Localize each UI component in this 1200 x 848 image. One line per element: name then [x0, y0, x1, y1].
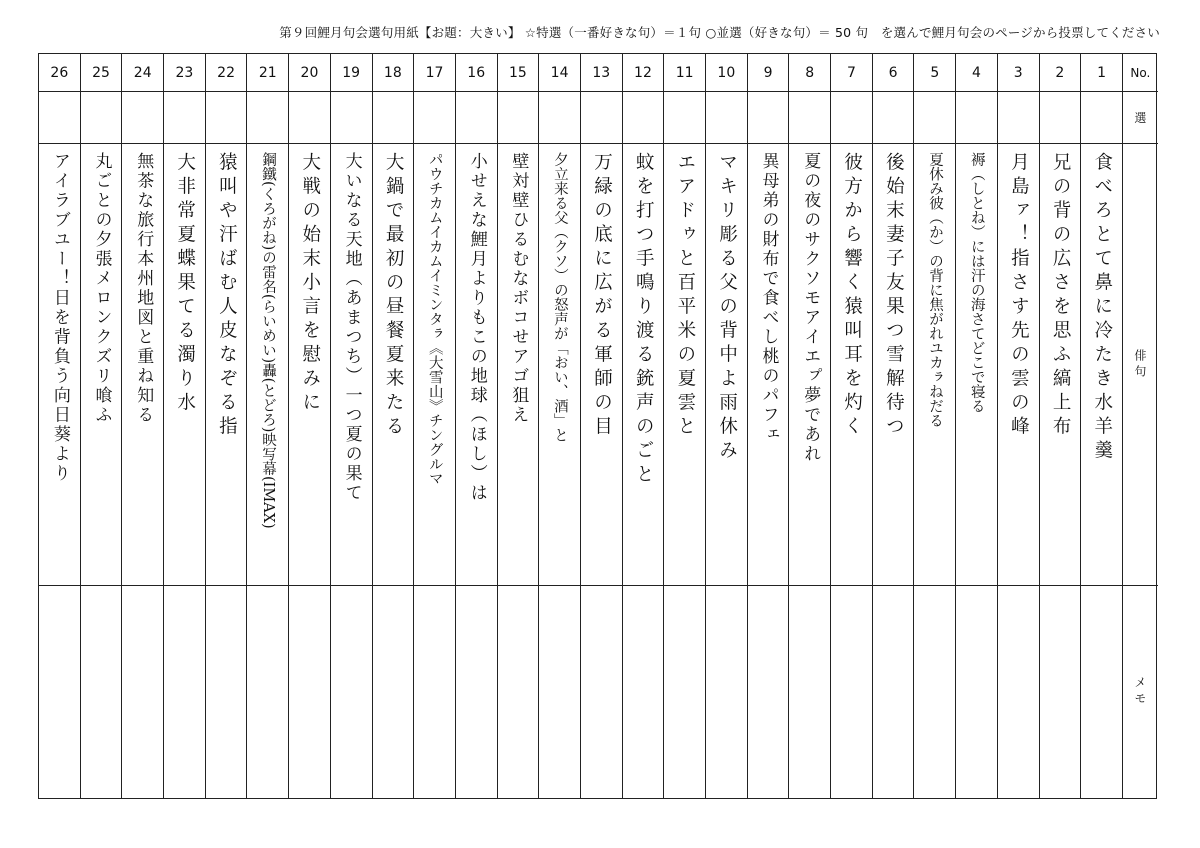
memo-cell[interactable] [39, 586, 80, 798]
haiku-number: 14 [539, 54, 580, 92]
haiku-number: 24 [122, 54, 163, 92]
memo-cell[interactable] [623, 586, 664, 798]
selection-cell[interactable] [164, 92, 205, 144]
haiku-column-15 [498, 54, 540, 798]
no-label: No. [1123, 54, 1158, 92]
haiku-number: 6 [873, 54, 914, 92]
haiku-column-20 [289, 54, 331, 798]
haiku-number: 16 [456, 54, 497, 92]
selection-cell[interactable] [122, 92, 163, 144]
haiku-text: 月島ァ！指さす先の雲の峰 [1008, 152, 1030, 440]
haiku-column-25 [81, 54, 123, 798]
haiku-text: 夏の夜のサクソモアイエㇷ゚夢であれ [800, 152, 821, 464]
selection-cell[interactable] [623, 92, 664, 144]
memo-cell[interactable] [1040, 586, 1081, 798]
haiku-text: 兄の背の広さを思ふ縞上布 [1050, 152, 1072, 440]
haiku-text: 大戦の始末小言を慰みに [299, 152, 321, 416]
haiku-column-16 [456, 54, 498, 798]
memo-cell[interactable] [81, 586, 122, 798]
haiku-number: 19 [331, 54, 372, 92]
haiku-text: 壁対壁ひるむなボコせアゴ狙え [508, 152, 529, 425]
memo-cell[interactable] [998, 586, 1039, 798]
selection-cell[interactable] [831, 92, 872, 144]
memo-cell[interactable] [706, 586, 747, 798]
selection-cell[interactable] [414, 92, 455, 144]
haiku-column-10 [706, 54, 748, 798]
memo-cell[interactable] [956, 586, 997, 798]
memo-cell[interactable] [789, 586, 830, 798]
selection-cell[interactable] [331, 92, 372, 144]
memo-cell[interactable] [748, 586, 789, 798]
haiku-text: 大いなる天地（あまつち）一つ夏の果て [341, 152, 362, 503]
haiku-number: 18 [373, 54, 414, 92]
haiku-column-4 [956, 54, 998, 798]
selection-cell[interactable] [289, 92, 330, 144]
haiku-column-6 [873, 54, 915, 798]
haiku-column-18 [373, 54, 415, 798]
haiku-number: 2 [1040, 54, 1081, 92]
haiku-number: 4 [956, 54, 997, 92]
haiku-column-21 [247, 54, 289, 798]
haiku-number: 26 [39, 54, 80, 92]
haiku-text: 無茶な旅行本州地図と重ね知る [133, 152, 154, 425]
haiku-text: 万緑の底に広がる軍師の目 [591, 152, 613, 440]
haiku-column-17 [414, 54, 456, 798]
haiku-column-2 [1040, 54, 1082, 798]
selection-cell[interactable] [539, 92, 580, 144]
haiku-text: 大鍋で最初の昼餐夏来たる [383, 152, 405, 440]
memo-cell[interactable] [373, 586, 414, 798]
haiku-number: 5 [914, 54, 955, 92]
selection-cell[interactable] [789, 92, 830, 144]
haiku-text: 後始末妻子友果つ雪解待つ [883, 152, 905, 440]
haiku-column-9 [748, 54, 790, 798]
haiku-text: 食べろとて鼻に冷たき水羊羹 [1091, 152, 1113, 464]
haiku-number: 13 [581, 54, 622, 92]
selection-cell[interactable] [498, 92, 539, 144]
haiku-column-5 [914, 54, 956, 798]
haiku-column-26 [39, 54, 81, 798]
haiku-column-24 [122, 54, 164, 798]
haiku-column-3 [998, 54, 1040, 798]
haiku-number: 23 [164, 54, 205, 92]
haiku-number: 25 [81, 54, 122, 92]
memo-cell[interactable] [164, 586, 205, 798]
haiku-column-7 [831, 54, 873, 798]
haiku-column-8 [789, 54, 831, 798]
haiku-number: 21 [247, 54, 288, 92]
haiku-number: 22 [206, 54, 247, 92]
haiku-column-22 [206, 54, 248, 798]
memo-cell[interactable] [289, 586, 330, 798]
haiku-column-23 [164, 54, 206, 798]
haiku-text: 大非常夏蝶果てる濁り水 [174, 152, 196, 416]
memo-cell[interactable] [498, 586, 539, 798]
memo-cell[interactable] [914, 586, 955, 798]
haiku-text: 丸ごとの夕張メロンクズリ喰ふ [91, 152, 112, 425]
haiku-number: 15 [498, 54, 539, 92]
haiku-column-13 [581, 54, 623, 798]
haiku-text: 鋼鐵(くろがね)の雷名(らいめい)轟(とどろ)映写幕(IMAX) [260, 152, 277, 529]
selection-cell[interactable] [81, 92, 122, 144]
selection-cell[interactable] [206, 92, 247, 144]
selection-cell[interactable] [664, 92, 705, 144]
selection-cell[interactable] [247, 92, 288, 144]
haiku-text: パウチカムイカムイミンタㇻ《大雪山》チングルマ [426, 152, 443, 486]
haiku-column-12 [623, 54, 665, 798]
haiku-text: 夕立来る父（クソ）の怒声が「おい、酒」と [551, 152, 568, 442]
haiku-text: マキリ彫る父の背中よ雨休み [716, 152, 738, 464]
selection-cell[interactable] [873, 92, 914, 144]
haiku-column-14 [539, 54, 581, 798]
haiku-number: 9 [748, 54, 789, 92]
memo-cell[interactable] [456, 586, 497, 798]
haiku-number: 20 [289, 54, 330, 92]
selection-cell[interactable] [1081, 92, 1122, 144]
haiku-number: 10 [706, 54, 747, 92]
selection-cell[interactable] [39, 92, 80, 144]
memo-cell[interactable] [664, 586, 705, 798]
haiku-text: 小せえな鯉月よりもこの地球（ほし）は [466, 152, 487, 503]
selection-cell[interactable] [706, 92, 747, 144]
haiku-number: 8 [789, 54, 830, 92]
memo-cell[interactable] [122, 586, 163, 798]
haiku-text: エアドゥと百平米の夏雲と [674, 152, 696, 440]
memo-cell[interactable] [831, 586, 872, 798]
memo-cell[interactable] [539, 586, 580, 798]
selection-cell[interactable] [581, 92, 622, 144]
haiku-number: 17 [414, 54, 455, 92]
haiku-number: 1 [1081, 54, 1122, 92]
haiku-number: 12 [623, 54, 664, 92]
selection-cell[interactable] [914, 92, 955, 144]
haiku-number: 3 [998, 54, 1039, 92]
memo-cell[interactable] [873, 586, 914, 798]
memo-cell[interactable] [206, 586, 247, 798]
selection-cell[interactable] [748, 92, 789, 144]
ballot-table [38, 53, 1157, 799]
haiku-label: 俳句 [1132, 348, 1147, 381]
selection-cell[interactable] [998, 92, 1039, 144]
instructions-header: 第９回鯉月句会選句用紙【お題：大きい】 ☆特選（一番好きな句）＝１句 ○並選（好きな句）＝ 50 句 を選んで鯉月句会のページから投票してください [279, 25, 1160, 40]
haiku-column-1 [1081, 54, 1123, 798]
memo-cell[interactable] [247, 586, 288, 798]
memo-cell[interactable] [331, 586, 372, 798]
haiku-number: 11 [664, 54, 705, 92]
selection-label: 選 [1123, 92, 1158, 144]
haiku-text: 蚊を打つ手鳴り渡る銃声のごと [633, 152, 655, 488]
haiku-text: 彼方から響く猿叫耳を灼く [841, 152, 863, 440]
haiku-text: 猿叫や汗ばむ人皮なぞる指 [216, 152, 238, 440]
haiku-text: 夏休み彼（か）の背に焦がれユカㇻねだる [927, 152, 944, 428]
haiku-text: 異母弟の財布で食べし桃のパフェ [758, 152, 779, 445]
haiku-text: 褥（しとね）には汗の海さてどこで寝る [968, 152, 985, 413]
memo-cell[interactable] [581, 586, 622, 798]
haiku-column-11 [664, 54, 706, 798]
selection-cell[interactable] [373, 92, 414, 144]
selection-cell[interactable] [456, 92, 497, 144]
memo-label: メモ [1132, 676, 1147, 708]
selection-cell[interactable] [956, 92, 997, 144]
haiku-text: アイラブユー！日を背負う向日葵より [49, 152, 70, 484]
haiku-column-19 [331, 54, 373, 798]
memo-cell[interactable] [414, 586, 455, 798]
row-label-column [1123, 54, 1158, 798]
memo-cell[interactable] [1081, 586, 1122, 798]
selection-cell[interactable] [1040, 92, 1081, 144]
haiku-number: 7 [831, 54, 872, 92]
